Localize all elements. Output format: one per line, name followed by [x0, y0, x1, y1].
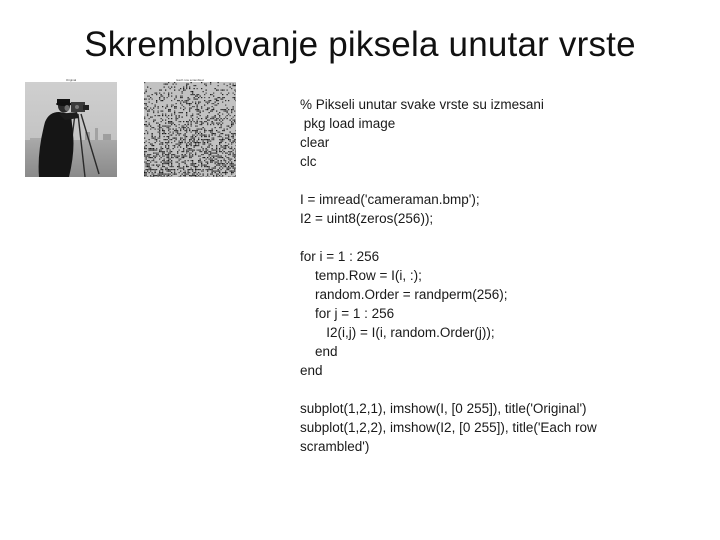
original-figure-caption: Original [65, 78, 77, 82]
cameraman-image [25, 82, 117, 177]
code-line: for i = 1 : 256 [300, 249, 380, 264]
code-line [300, 380, 710, 399]
code-line: subplot(1,2,1), imshow(I, [0 255]), title('Original') [300, 401, 587, 416]
code-line: clc [300, 154, 317, 169]
scrambled-figure [144, 78, 236, 177]
code-block [300, 95, 710, 456]
code-line: I = imread('cameraman.bmp'); [300, 192, 480, 207]
code-line [300, 171, 710, 190]
code-line: subplot(1,2,2), imshow(I2, [0 255]), title('Each row [300, 420, 597, 435]
code-line: random.Order = randperm(256); [300, 287, 508, 302]
code-line: temp.Row = I(i, :); [300, 268, 422, 283]
code-line: for j = 1 : 256 [300, 306, 395, 321]
code-line: end [300, 344, 338, 359]
code-line: % Pikseli unutar svake vrste su izmesani [300, 97, 544, 112]
scrambled-figure-caption: Each row scrambled [176, 78, 204, 82]
code-line: scrambled') [300, 439, 370, 454]
code-line [300, 228, 710, 247]
slide-title: Skremblovanje piksela unutar vrste [84, 25, 636, 64]
code-line: end [300, 363, 323, 378]
code-line: I2 = uint8(zeros(256)); [300, 211, 434, 226]
original-figure [25, 78, 117, 177]
code-line: clear [300, 135, 330, 150]
code-line: pkg load image [300, 116, 396, 131]
scrambled-image [144, 82, 236, 177]
code-line: I2(i,j) = I(i, random.Order(j)); [300, 325, 495, 340]
